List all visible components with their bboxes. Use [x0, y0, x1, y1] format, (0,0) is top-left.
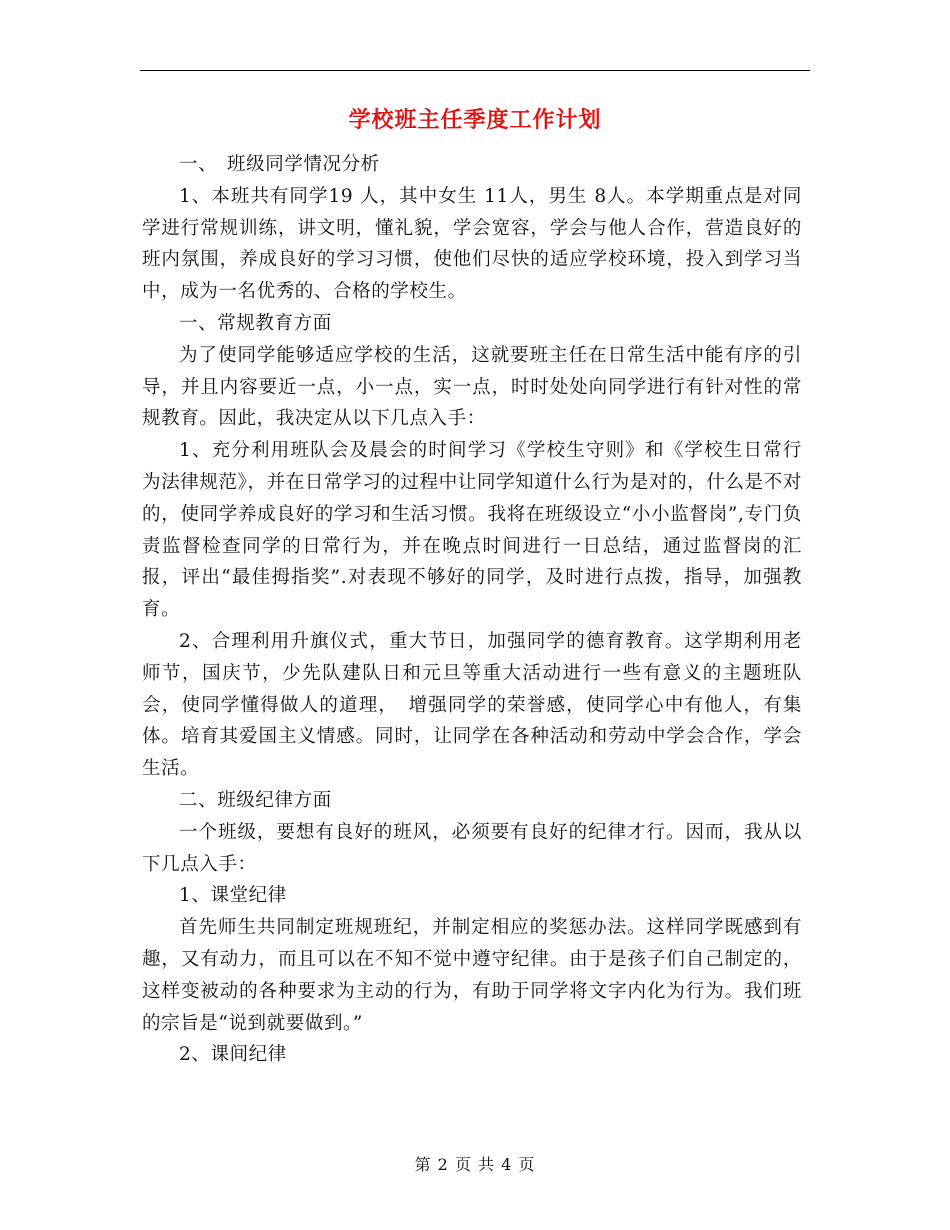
document-title: 学校班主任季度工作计划 [348, 108, 602, 133]
subsection-heading: 2、课间纪律 [179, 1044, 287, 1066]
section-heading: 一、常规教育方面 [179, 312, 332, 334]
page-footer: 第 2 页 共 4 页 [414, 1155, 536, 1174]
section-heading: 一、 班级同学情况分析 [179, 154, 380, 175]
subsection-heading: 1、课堂纪律 [179, 885, 287, 907]
header-rule [140, 70, 810, 71]
paragraph: 2、合理利用升旗仪式，重大节日，加强同学的德育教育。这学期利用老师节，国庆节，少先队建队日和元旦等重大活动进行一些有意义的主题班队会，使同学懂得做人的道理， 增强同学的荣誉感，使同学心中有他人，有集体。培育其爱国主义情感。同时，让同学在各种活动和劳动中学会合作，学会生活。 [142, 630, 802, 780]
paragraph: 为了使同学能够适应学校的生活，这就要班主任在日常生活中能有序的引导，并且内容要近一点，小一点，实一点，时时处处向同学进行有针对性的常规教育。因此，我决定从以下几点入手： [142, 344, 802, 430]
document-body [142, 149, 802, 1071]
paragraph: 一个班级，要想有良好的班风，必须要有良好的纪律才行。因而，我从以下几点入手： [142, 821, 802, 875]
paragraph: 1、充分利用班队会及晨会的时间学习《学校生守则》和《学校生日常行为法律规范》，并在日常学习的过程中让同学知道什么行为是对的，什么是不对的，使同学养成良好的学习和生活习惯。我将在班级设立“小小监督岗”,专门负责监督检查同学的日常行为，并在晚点时间进行一日总结，通过监督岗的汇报，评出“最佳拇指奖”.对表现不够好的同学，及时进行点拨，指导，加强教育。 [142, 440, 802, 621]
paragraph: 首先师生共同制定班规班纪，并制定相应的奖惩办法。这样同学既感到有趣，又有动力，而且可以在不知不觉中遵守纪律。由于是孩子们自己制定的，这样变被动的各种要求为主动的行为，有助于同学将文字内化为行为。我们班的宗旨是“说到就要做到。” [142, 917, 802, 1034]
section-heading: 二、班级纪律方面 [179, 789, 332, 811]
paragraph: 1、本班共有同学19 人，其中女生 11人，男生 8人。本学期重点是对同学进行常规训练，讲文明，懂礼貌，学会宽容，学会与他人合作，营造良好的班内氛围，养成良好的学习习惯，使他们尽快的适应学校环境，投入到学习当中，成为一名优秀的、合格的学校生。 [142, 185, 802, 303]
